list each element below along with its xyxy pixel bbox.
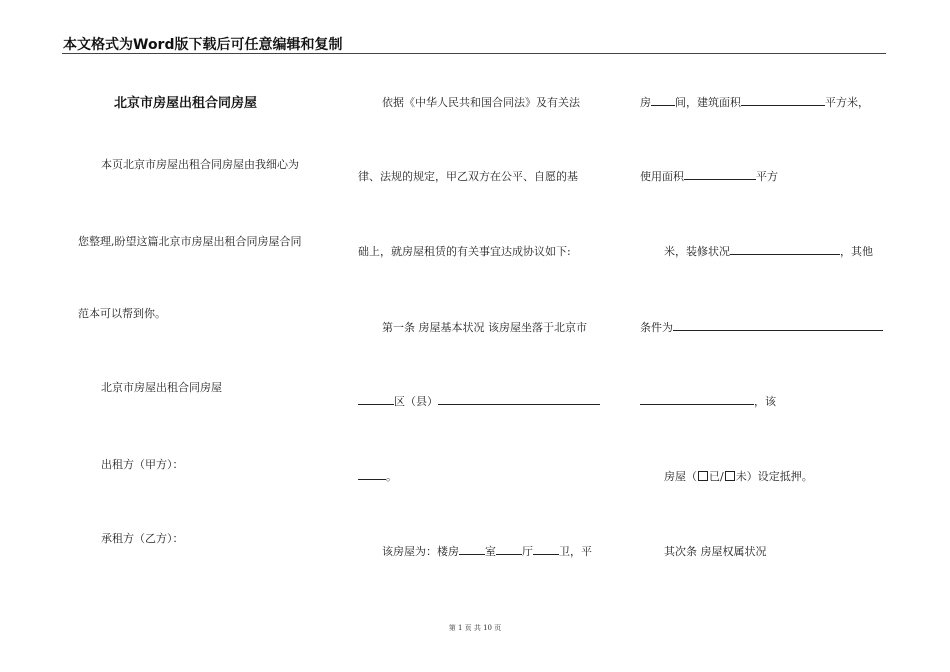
sqm-label: 平方米， <box>825 96 869 109</box>
blank-field <box>640 394 754 405</box>
house-label: 房 <box>640 96 651 109</box>
period-mark: 。 <box>386 470 397 483</box>
intro-line-2: 您整理,盼望这篇北京市房屋出租合同房屋合同 <box>78 235 302 248</box>
this-label: ，该 <box>754 395 776 408</box>
clause-line-1: 依据《中华人民共和国合同法》及有关法 <box>382 96 580 109</box>
bath-label: 卫，平 <box>559 545 592 558</box>
mortgage-label-start: 房屋（ <box>664 470 697 483</box>
intro-line-3: 范本可以帮到你。 <box>78 307 166 320</box>
checkbox-icon[interactable] <box>725 471 735 481</box>
area-line-3 <box>664 243 873 259</box>
decoration-label: 米，装修状况 <box>664 245 730 258</box>
mortgage-line <box>664 468 813 484</box>
intro-line-1: 本页北京市房屋出租合同房屋由我细心为 <box>101 158 299 171</box>
area-line-2 <box>640 168 778 184</box>
blank-field <box>533 544 559 555</box>
blank-field <box>496 544 522 555</box>
clause-two-heading: 其次条 房屋权属状况 <box>664 545 767 558</box>
hall-label: 厅 <box>522 545 533 558</box>
area-line-1 <box>640 94 869 110</box>
district-label: 区（县） <box>394 395 438 408</box>
page-footer: 第 1 页 共 10 页 <box>448 624 502 632</box>
blank-field <box>651 95 675 106</box>
checkbox-icon[interactable] <box>698 471 708 481</box>
lessee-label: 承租方（乙方）： <box>101 532 184 545</box>
blank-field <box>358 394 394 405</box>
clause-line-3: 础上，就房屋租赁的有关事宜达成协议如下: <box>358 245 571 258</box>
area-line-5 <box>640 393 776 409</box>
sq-label: 平方 <box>756 170 778 183</box>
blank-field <box>438 394 600 405</box>
blank-field <box>741 95 825 106</box>
area-line-4 <box>640 319 883 335</box>
other-label: ，其他 <box>840 245 873 258</box>
room-label: 室 <box>485 545 496 558</box>
blank-field <box>684 169 756 180</box>
blank-field <box>358 469 386 480</box>
clause-line-5 <box>358 393 600 409</box>
document-title: 北京市房屋出租合同房屋 <box>114 96 258 111</box>
blank-field <box>673 320 883 331</box>
usable-area-label: 使用面积 <box>640 170 684 183</box>
clause-line-7 <box>382 543 592 559</box>
not-mortgaged-label: 未）设定抵押。 <box>735 470 813 483</box>
clause-line-6 <box>358 468 397 484</box>
contract-subtitle: 北京市房屋出租合同房屋 <box>101 381 222 394</box>
mortgaged-label: 已/ <box>709 470 724 483</box>
conditions-label: 条件为 <box>640 321 673 334</box>
clause-line-4: 第一条 房屋基本状况 该房屋坐落于北京市 <box>382 321 587 334</box>
building-type-label: 该房屋为：楼房 <box>382 545 459 558</box>
lessor-label: 出租方（甲方）： <box>101 458 184 471</box>
clause-line-2: 律、法规的规定，甲乙双方在公平、自愿的基 <box>358 170 578 183</box>
blank-field <box>730 244 840 255</box>
blank-field <box>459 544 485 555</box>
header-rule <box>62 53 886 54</box>
floor-area-label: 间，建筑面积 <box>675 96 741 109</box>
document-header: 本文格式为Word版下载后可任意编辑和复制 <box>63 37 343 53</box>
